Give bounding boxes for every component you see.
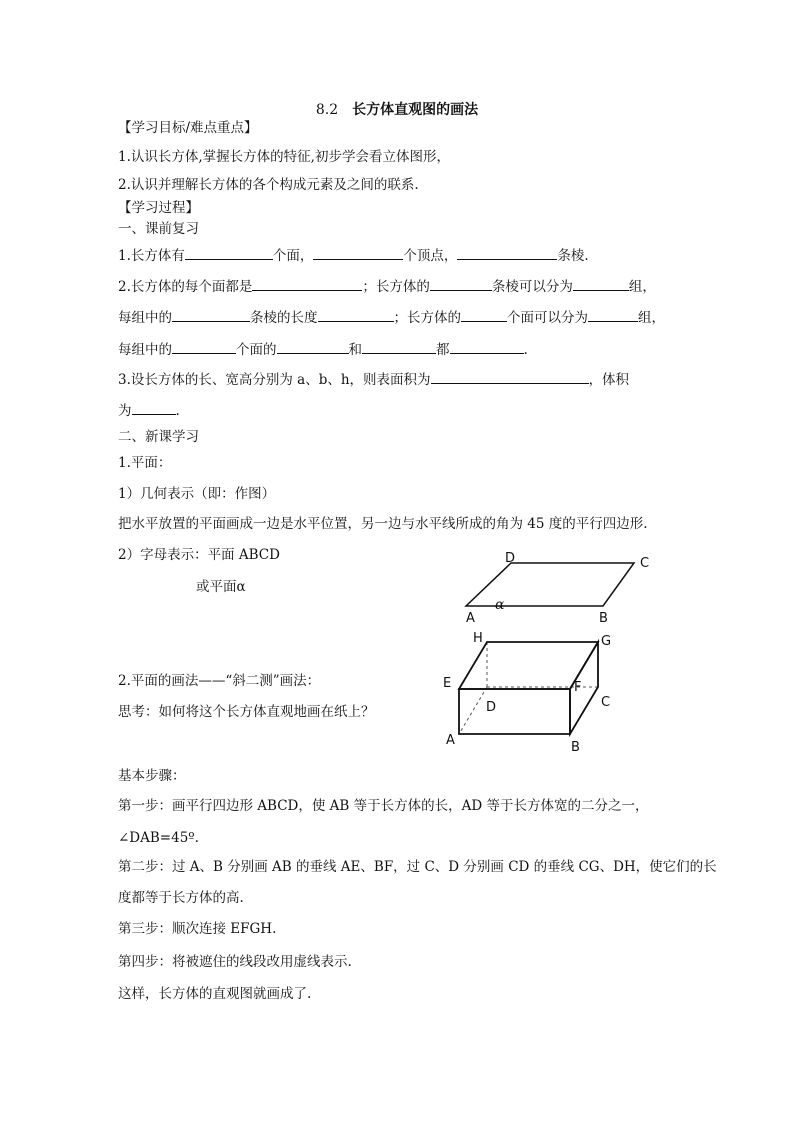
label-E: E (443, 676, 452, 691)
step-3: 第三步：顺次连接 EFGH. (118, 921, 277, 937)
label-D: D (505, 551, 516, 566)
plane-description: 把水平放置的平面画成一边是水平位置，另一边与水平线所成的角为 45 度的平行四边形. (118, 516, 648, 532)
question-1: 1.长方体有 个面， 个顶点， 条棱. (118, 248, 589, 264)
hidden-edge-ad (459, 687, 487, 734)
label-H: H (473, 631, 483, 646)
step-1-line-1: 第一步：画平行四边形 ABCD，使 AB 等于长方体的长，AD 等于长方体宽的二分之一， (118, 798, 649, 814)
parallelogram-figure (466, 551, 649, 626)
step-2-line-2: 度都等于长方体的高. (118, 890, 244, 906)
method-header: 2.平面的画法——“斜二测”画法： (118, 673, 321, 689)
alpha-symbol: α (495, 597, 505, 613)
label-C: C (601, 695, 611, 710)
section-number: 8.2 (315, 102, 339, 118)
front-face-abfe (459, 689, 570, 734)
plane-geometry: 1）几何表示（即：作图） (118, 486, 276, 502)
steps-header: 基本步骤： (118, 768, 186, 784)
label-A: A (466, 611, 475, 626)
label-A: A (446, 733, 455, 748)
conclusion: 这样，长方体的直观图就画成了. (118, 986, 312, 1002)
plane-alpha: 或平面α (196, 579, 246, 595)
plane-header: 1.平面： (118, 455, 172, 471)
goal-1: 1.认识长方体,掌握长方体的特征,初步学会看立体图形， (118, 149, 450, 165)
title-text: 长方体直观图的画法 (352, 102, 479, 118)
label-C: C (640, 556, 650, 571)
question-3-line-1: 3.设长方体的长、宽高分别为 a、b、h，则表面积为 ，体积 (118, 372, 630, 388)
goal-2: 2.认识并理解长方体的各个构成元素及之间的联系. (118, 177, 419, 193)
review-header: 一、课前复习 (118, 221, 199, 237)
label-G: G (601, 634, 612, 649)
step-2-line-1: 第二步：过 A、B 分别画 AB 的垂线 AE、BF，过 C、D 分别画 CD 的垂线 CG、DH，使它们的长 (118, 859, 717, 875)
new-lesson-header: 二、新课学习 (118, 429, 199, 445)
label-B: B (571, 740, 580, 755)
goals-header: 【学习目标/难点重点】 (118, 120, 258, 136)
question-2-line-3: 每组中的 个面的 和 都 . (118, 342, 528, 358)
label-F: F (574, 680, 582, 695)
box-figure (443, 631, 611, 755)
label-D: D (486, 700, 497, 715)
parallelogram-abcd (466, 563, 634, 606)
question-2-line-1: 2.长方体的每个面都是 ；长方体的 条棱可以分为 组， (118, 279, 656, 295)
plane-letters: 2）字母表示：平面 ABCD (118, 547, 280, 563)
step-1-line-2: ∠DAB=45º. (118, 830, 199, 846)
think-question: 思考：如何将这个长方体直观地画在纸上？ (118, 704, 375, 720)
question-3-line-2: 为 . (118, 403, 180, 419)
question-2-line-2: 每组中的 条棱的长度 ；长方体的 个面可以分为 组， (118, 310, 665, 326)
process-header: 【学习过程】 (118, 200, 199, 216)
step-4: 第四步：将被遮住的线段改用虚线表示. (118, 954, 352, 970)
label-B: B (599, 611, 608, 626)
